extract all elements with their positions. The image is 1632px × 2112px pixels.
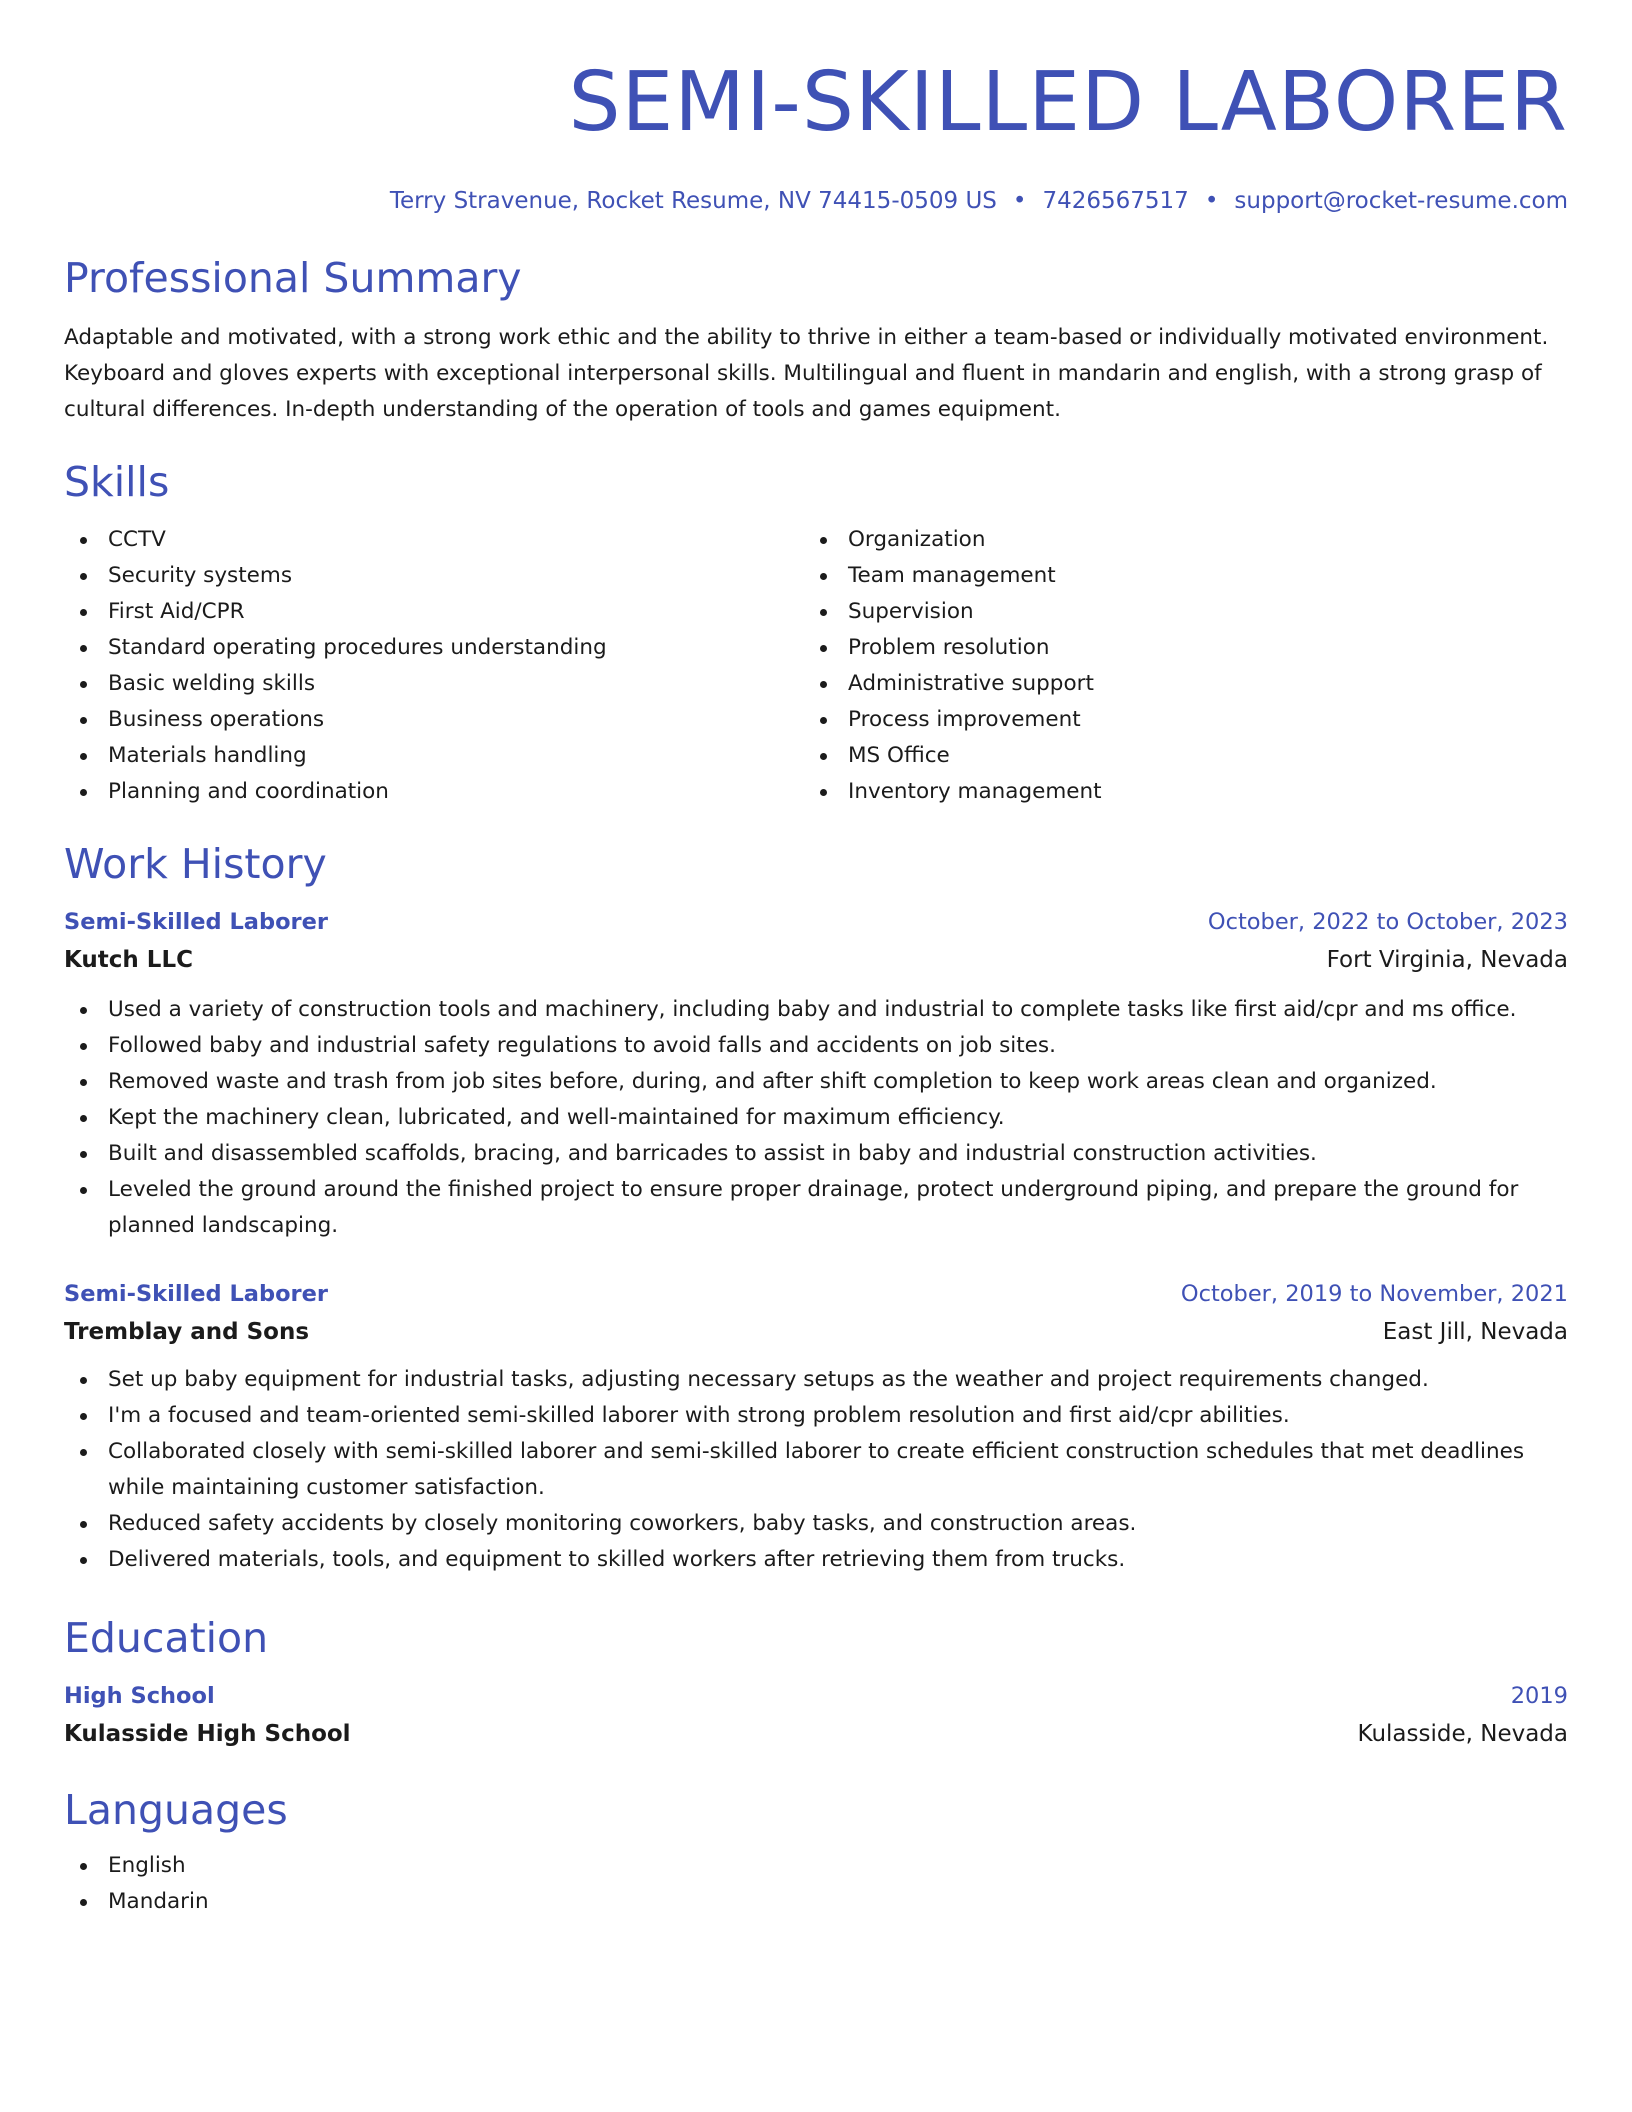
contact-phone: 7426567517 [1042,188,1189,214]
skill-item: Materials handling [64,738,804,774]
languages-heading: Languages [64,1786,288,1834]
work-entry-header [64,904,1568,940]
job-duty: Leveled the ground around the finished project to ensure proper drainage, protect underground piping, and prepare the ground for planned landscaping. [64,1172,1568,1244]
education-year: 2019 [1510,1683,1568,1709]
job-duty: Followed baby and industrial safety regulations to avoid falls and accidents on job sites. [64,1028,1568,1064]
skill-item: Planning and coordination [64,774,804,810]
skills-list-left [64,522,804,810]
job-duty: Collaborated closely with semi-skilled laborer and semi-skilled laborer to create efficient construction schedules that met deadlines while maintaining customer satisfaction. [64,1434,1568,1506]
skills-heading: Skills [64,458,170,506]
job-company: Kutch LLC [64,947,193,973]
page-title: SEMI-SKILLED LABORER [568,55,1568,150]
job-location: Fort Virginia, Nevada [1326,947,1568,973]
skill-item: Security systems [64,558,804,594]
skill-item: Administrative support [804,666,1544,702]
education-entry-header [64,1678,1568,1714]
work-entry-subheader [64,1312,1568,1352]
contact-separator: • [1204,188,1219,214]
summary-heading: Professional Summary [64,254,522,302]
job-duty: I'm a focused and team-oriented semi-skilled laborer with strong problem resolution and first aid/cpr abilities. [64,1398,1568,1434]
job-duties-list [64,1362,1568,1578]
job-role: Semi-Skilled Laborer [64,1281,329,1307]
education-entry-subheader [64,1714,1568,1754]
work-history-section [64,838,1568,1578]
resume-header [64,0,1568,216]
education-location: Kulasside, Nevada [1357,1721,1568,1747]
work-entry [64,1276,1568,1578]
job-duty: Used a variety of construction tools and machinery, including baby and industrial to complete tasks like first aid/cpr and ms office. [64,992,1568,1028]
job-duty: Reduced safety accidents by closely monitoring coworkers, baby tasks, and construction areas. [64,1506,1568,1542]
skill-item: Problem resolution [804,630,1544,666]
skill-item: MS Office [804,738,1544,774]
education-entry [64,1678,1568,1754]
contact-separator: • [1012,188,1027,214]
job-duties-list [64,992,1568,1244]
skill-item: First Aid/CPR [64,594,804,630]
job-duty: Kept the machinery clean, lubricated, and well-maintained for maximum efficiency. [64,1100,1568,1136]
work-entry-subheader [64,940,1568,980]
language-item: Mandarin [64,1884,1568,1920]
skill-item: Inventory management [804,774,1544,810]
summary-section [64,252,1568,428]
job-location: East Jill, Nevada [1382,1319,1568,1345]
skill-item: Basic welding skills [64,666,804,702]
job-dates: October, 2022 to October, 2023 [1207,909,1568,935]
skills-section [64,456,1568,810]
contact-address: Terry Stravenue, Rocket Resume, NV 74415-0509 US [389,188,997,214]
work-history-heading: Work History [64,840,327,888]
skill-item: Team management [804,558,1544,594]
education-school: Kulasside High School [64,1721,351,1747]
contact-email: support@rocket-resume.com [1234,188,1568,214]
education-degree: High School [64,1683,215,1709]
language-item: English [64,1848,1568,1884]
job-duty: Set up baby equipment for industrial tasks, adjusting necessary setups as the weather and project requirements changed. [64,1362,1568,1398]
job-dates: October, 2019 to November, 2021 [1180,1281,1568,1307]
job-duty: Delivered materials, tools, and equipment to skilled workers after retrieving them from trucks. [64,1542,1568,1578]
skill-item: Standard operating procedures understanding [64,630,804,666]
skill-item: Business operations [64,702,804,738]
summary-text: Adaptable and motivated, with a strong work ethic and the ability to thrive in either a team-based or individually motivated environment. Keyboard and gloves experts with exceptional interpersonal skills. Multilingual and fluent in mandarin and english, with a strong grasp of cultural differences. In-depth understanding of the operation of tools and games equipment. [64,325,1549,422]
skill-item: Organization [804,522,1544,558]
job-company: Tremblay and Sons [64,1319,310,1345]
contact-line [64,186,1568,216]
job-duty: Built and disassembled scaffolds, bracing, and barricades to assist in baby and industrial construction activities. [64,1136,1568,1172]
work-entry-header [64,1276,1568,1312]
languages-list [64,1848,1568,1920]
skills-grid [64,522,1568,810]
work-entry [64,904,1568,1244]
skill-item: CCTV [64,522,804,558]
skill-item: Supervision [804,594,1544,630]
job-duty: Removed waste and trash from job sites before, during, and after shift completion to keep work areas clean and organized. [64,1064,1568,1100]
job-role: Semi-Skilled Laborer [64,909,329,935]
education-section [64,1612,1568,1754]
languages-section [64,1784,1568,1920]
skills-list-right [804,522,1544,810]
education-heading: Education [64,1614,269,1662]
skill-item: Process improvement [804,702,1544,738]
